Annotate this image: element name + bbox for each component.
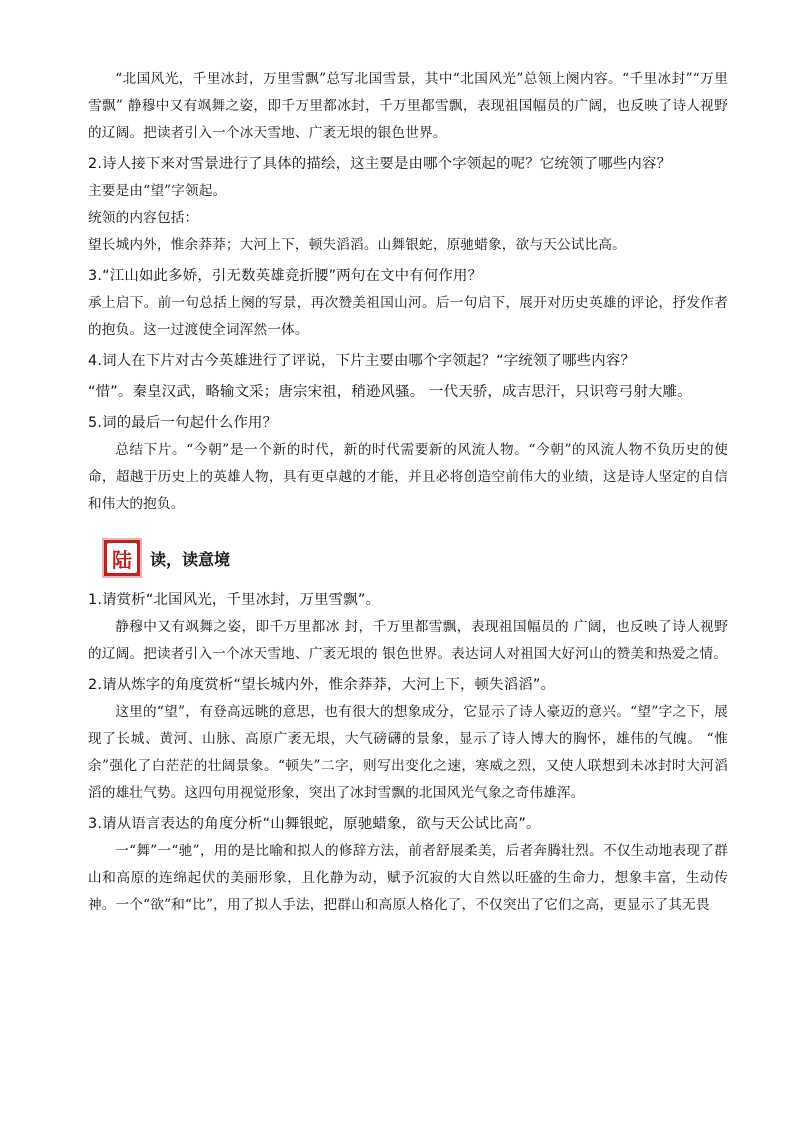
question-5: 5.词的最后一句起什么作用？: [88, 415, 278, 431]
answer-2-line-3: 望长城内外，惟余莽莽；大河上下，顿失滔滔。山舞银蛇，原驰蜡象，欲与天公试比高。: [88, 237, 626, 253]
reading-answer-3: 一“舞”一“驰”，用的是比喻和拟人的修辞方法，前者舒展柔美，后者奔腾壮烈。不仅生动地表现了群山和高原的连绵起伏的美丽形象，且化静为动，赋予沉寂的大自然以旺盛的生命力，想象丰富，生动传神。一个“欲”和“比”，用了拟人手法，把群山和高原人格化了，不仅突出了它们之高，更显示了其无畏: [88, 843, 728, 913]
top-section: [88, 66, 728, 518]
section-badge-char: 陆: [107, 543, 137, 573]
reading-answer-2: 这里的“望”，有登高远眺的意思，也有很大的想象成分，它显示了诗人豪迈的意兴。“望”字之下，展现了长城、黄河、山脉、高原广袤无垠，大气磅礴的景象，显示了诗人博大的胸怀，雄伟的气魄。 “惟余”强化了白茫茫的壮阔景象。“顿失”二字，则写出变化之速，寒威之烈，又使人联想到未冰封时大河滔滔的雄壮气势。这四句用视觉形象，突出了冰封雪飘的北国风光气象之奇伟雄浑。: [88, 704, 728, 801]
answer-2-line-2: 统领的内容包括：: [88, 210, 199, 226]
section-heading: [102, 536, 728, 580]
question-4: 4.词人在下片对古今英雄进行了评说，下片主要由哪个字领起？“字统领了哪些内容？: [88, 353, 636, 369]
question-2: 2.诗人接下来对雪景进行了具体的描绘，这主要是由哪个字领起的呢？它统领了哪些内容？: [88, 156, 672, 172]
answer-3: 承上启下。前一句总括上阕的写景，再次赞美祖国山河。后一句启下，展开对历史英雄的评论，抒发作者的抱负。这一过渡使全词浑然一体。: [88, 295, 728, 338]
paragraph-intro-answer: “北国风光，千里冰封，万里雪飘”总写北国雪景，其中“北国风光”总领上阕内容。“千里冰封”“万里雪飘” 静穆中又有飒舞之姿，即千万里都冰封，千万里都雪飘，表现祖国幅员的广阔，也反映了诗人视野的辽阔。把读者引入一个冰天雪地、广袤无垠的银色世界。: [88, 71, 728, 141]
bottom-section: [88, 586, 728, 919]
reading-question-1: 1.请赏析“北国风光，千里冰封，万里雪飘”。: [88, 592, 381, 608]
answer-5: 总结下片。“今朝”是一个新的时代，新的时代需要新的风流人物。“今朝”的风流人物不负历史的使命，超越于历史上的英雄人物，具有更卓越的才能，并且必将创造空前伟大的业绩，这是诗人坚定的自信和伟大的抱负。: [88, 442, 728, 512]
answer-4: “惜”。秦皇汉武，略输文采；唐宗宋祖，稍逊风骚。 一代天骄，成吉思汗，只识弯弓射大雕。: [88, 384, 692, 400]
reading-question-2: 2.请从炼字的角度赏析“望长城内外，惟余莽莽，大河上下，顿失滔滔”。: [88, 677, 556, 693]
question-3: 3.“江山如此多娇，引无数英雄竞折腰”两句在文中有何作用？: [88, 268, 483, 284]
section-badge: [102, 538, 142, 578]
reading-answer-1: 静穆中又有飒舞之姿，即千万里都冰 封，千万里都雪飘，表现祖国幅员的 广阔，也反映了诗人视野的辽阔。把读者引入一个冰天雪地、广袤无垠的 银色世界。表达词人对祖国大好河山的赞美和热爱之情。: [88, 619, 728, 662]
document-page: [88, 66, 728, 919]
section-title: 读，读意境: [150, 549, 231, 569]
reading-question-3: 3.请从语言表达的角度分析“山舞银蛇，原驰蜡象，欲与天公试比高”。: [88, 816, 541, 832]
answer-2-line-1: 主要是由“望”字领起。: [88, 183, 227, 199]
